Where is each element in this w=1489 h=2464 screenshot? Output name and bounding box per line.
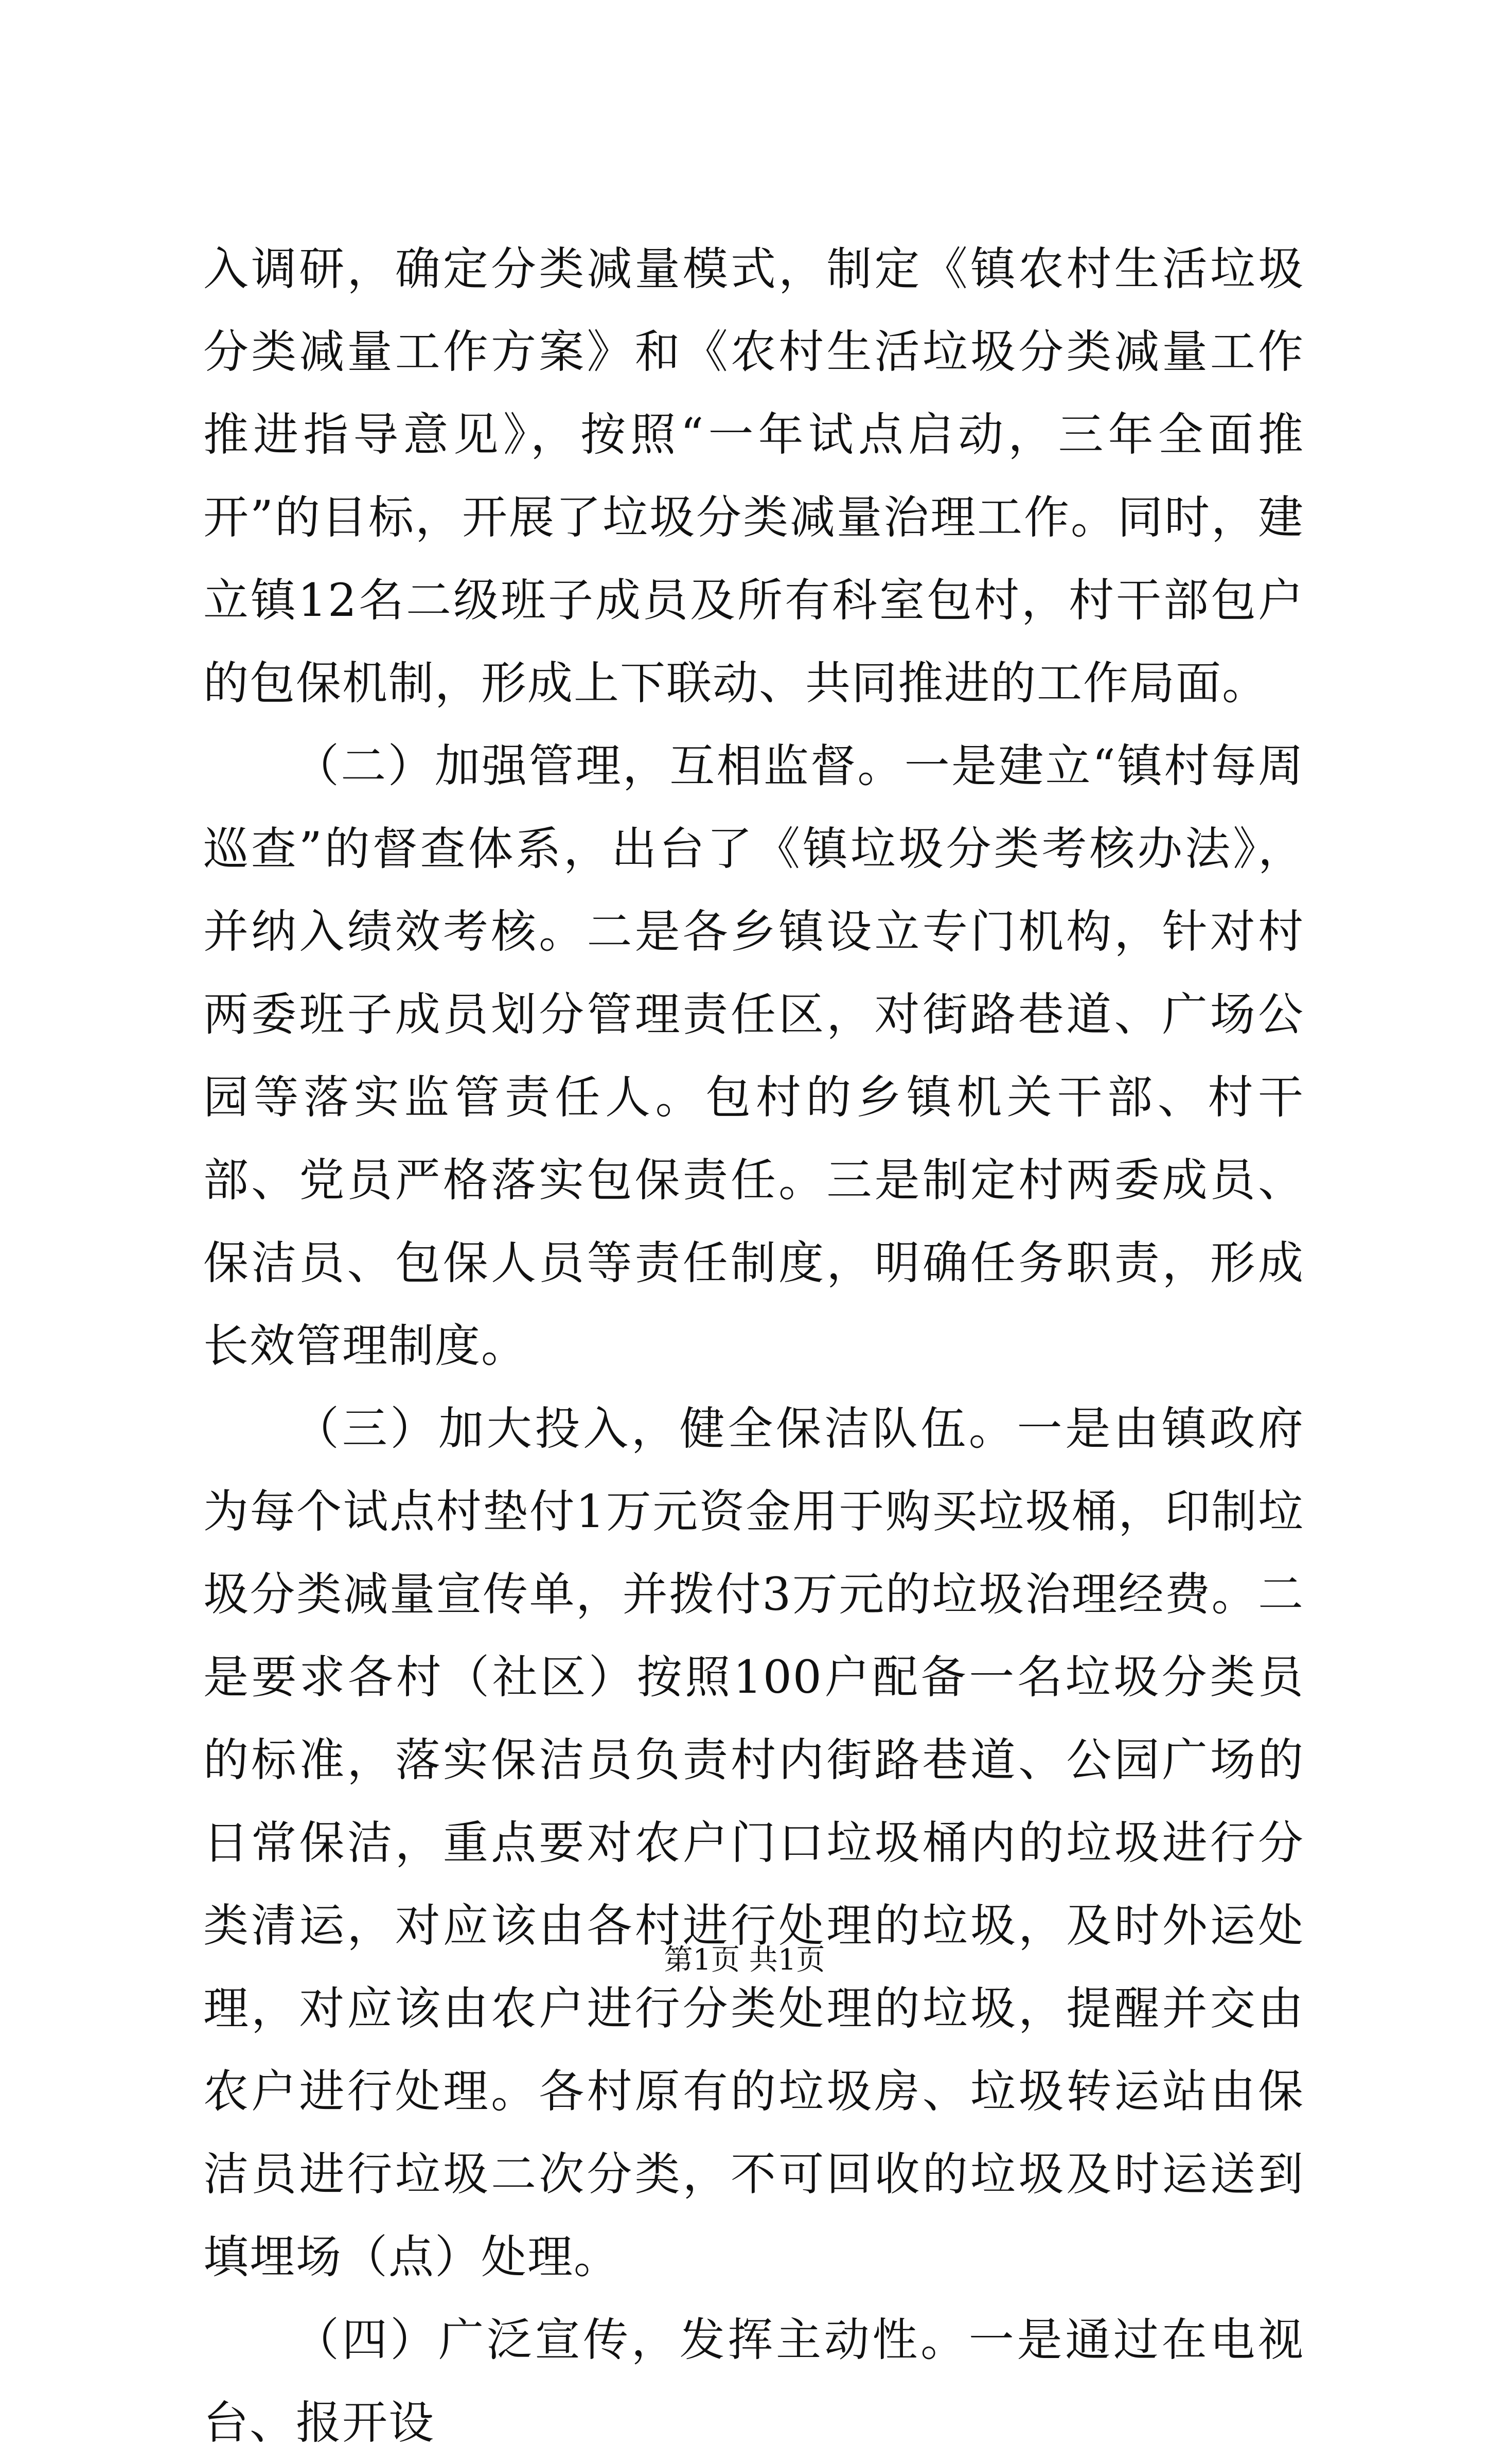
paragraph-1: 入调研，确定分类减量模式，制定《镇农村生活垃圾分类减量工作方案》和《农村生活垃圾分类减量工作推进指导意见》，按照“一年试点启动，三年全面推开”的目标，开展了垃圾分类减量治理工作。同时，建立镇12名二级班子成员及所有科室包村，村干部包户的包保机制，形成上下联动、共同推进的工作局面。 — [203, 242, 1304, 710]
paragraph-4: （四）广泛宣传，发挥主动性。一是通过在电视台、报开设 — [203, 2313, 1304, 2449]
paragraph-2: （二）加强管理，互相监督。一是建立“镇村每周巡查”的督查体系，出台了《镇垃圾分类考核办法》，并纳入绩效考核。二是各乡镇设立专门机构，针对村两委班子成员划分管理责任区，对街路巷道、广场公园等落实监管责任人。包村的乡镇机关干部、村干部、党员严格落实包保责任。三是制定村两委成员、保洁员、包保人员等责任制度，明确任务职责，形成长效管理制度。 — [203, 739, 1304, 1372]
page-number-label: 第1页 共1页 — [664, 1943, 825, 1977]
page-footer — [0, 1940, 1489, 1981]
document-body — [203, 227, 1304, 2464]
paragraph-3: （三）加大投入，健全保洁队伍。一是由镇政府为每个试点村垫付1万元资金用于购买垃圾桶，印制垃圾分类减量宣传单，并拨付3万元的垃圾治理经费。二是要求各村（社区）按照100户配备一名垃圾分类员的标准，落实保洁员负责村内街路巷道、公园广场的日常保洁，重点要对农户门口垃圾桶内的垃圾进行分类清运，对应该由各村进行处理的垃圾，及时外运处理，对应该由农户进行分类处理的垃圾，提醒并交由农户进行处理。各村原有的垃圾房、垃圾转运站由保洁员进行垃圾二次分类，不可回收的垃圾及时运送到填埋场（点）处理。 — [203, 1402, 1304, 2283]
